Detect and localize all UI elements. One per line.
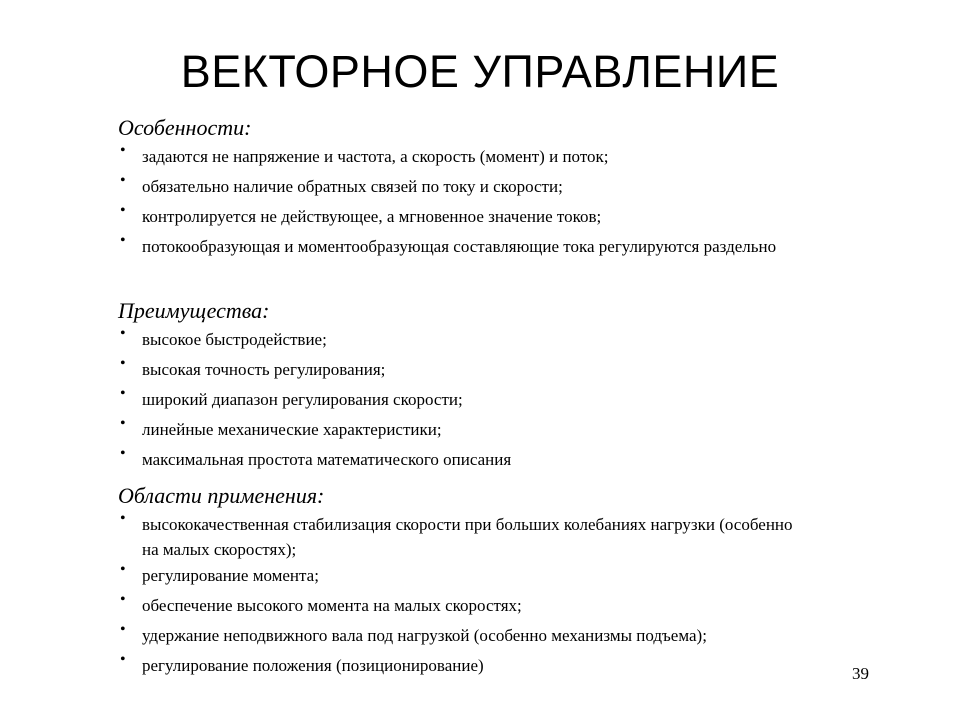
bullet-icon: •	[120, 325, 126, 342]
list-item-text: регулирование момента;	[142, 566, 319, 585]
section-advantages	[118, 298, 858, 477]
bullet-icon: •	[120, 355, 126, 372]
list-item	[118, 387, 858, 416]
list-item	[118, 174, 858, 203]
list-item-text: регулирование положения (позиционирование)	[142, 656, 484, 675]
list-item-text: широкий диапазон регулирования скорости;	[142, 390, 463, 409]
section-heading: Области применения:	[118, 483, 325, 508]
list-item-text: обязательно наличие обратных связей по току и скорости;	[142, 177, 563, 196]
list-item	[118, 204, 858, 233]
bullet-icon: •	[120, 651, 126, 668]
applications-list	[118, 512, 858, 682]
list-item	[118, 357, 858, 386]
list-item-text: удержание неподвижного вала под нагрузкой (особенно механизмы подъема);	[142, 626, 707, 645]
list-item	[118, 623, 792, 652]
section-heading: Преимущества:	[118, 298, 270, 323]
list-item	[118, 144, 858, 173]
bullet-icon: •	[120, 415, 126, 432]
bullet-icon: •	[120, 510, 126, 527]
advantages-list	[118, 327, 858, 476]
bullet-icon: •	[120, 172, 126, 189]
bullet-icon: •	[120, 591, 126, 608]
slide-title: ВЕКТОРНОЕ УПРАВЛЕНИЕ	[180, 46, 780, 97]
bullet-icon: •	[120, 561, 126, 578]
list-item-text: потокообразующая и моментообразующая составляющие тока регулируются раздельно	[142, 237, 777, 256]
section-heading: Особенности:	[118, 115, 252, 140]
list-item	[118, 593, 858, 622]
bullet-icon: •	[120, 142, 126, 159]
list-item-text: максимальная простота математического описания	[142, 450, 512, 469]
bullet-icon: •	[120, 202, 126, 219]
list-item-text: высокая точность регулирования;	[142, 360, 386, 379]
list-item	[118, 512, 807, 562]
list-item-text: обеспечение высокого момента на малых скоростях;	[142, 596, 522, 615]
list-item	[118, 417, 858, 446]
list-item-text: высокое быстродействие;	[142, 330, 327, 349]
list-item	[118, 327, 858, 356]
list-item-text: задаются не напряжение и частота, а скорость (момент) и поток;	[142, 147, 609, 166]
list-item	[118, 447, 858, 476]
list-item-text: линейные механические характеристики;	[142, 420, 442, 439]
list-item	[118, 234, 877, 263]
bullet-icon: •	[120, 621, 126, 638]
section-features	[118, 115, 858, 264]
bullet-icon: •	[120, 445, 126, 462]
page-number: 39	[852, 664, 869, 683]
list-item-text: высококачественная стабилизация скорости при больших колебаниях нагрузки (особенно на малых скоростях);	[142, 515, 793, 559]
bullet-icon: •	[120, 232, 126, 249]
list-item-text: контролируется не действующее, а мгновенное значение токов;	[142, 207, 602, 226]
bullet-icon: •	[120, 385, 126, 402]
section-applications	[118, 483, 858, 683]
features-list	[118, 144, 858, 263]
list-item	[118, 653, 858, 682]
list-item	[118, 563, 858, 592]
